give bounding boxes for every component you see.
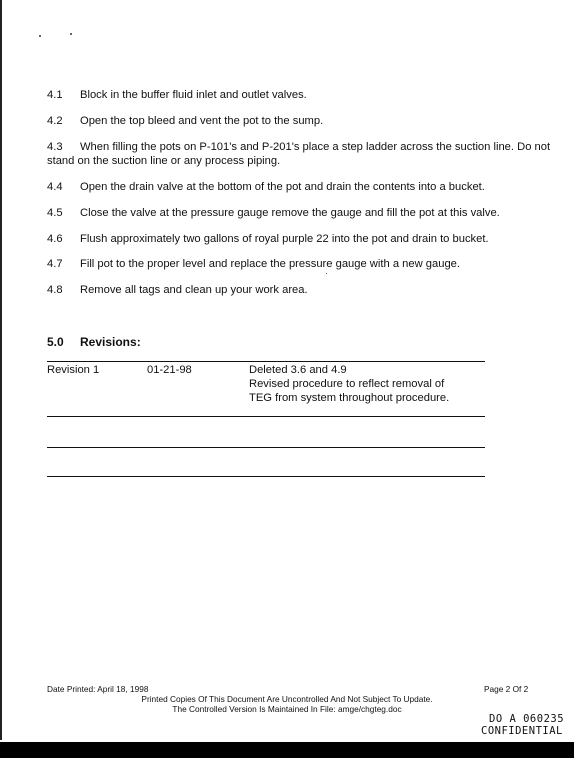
step-text: Close the valve at the pressure gauge remove the gauge and fill the pot at this valve. — [80, 207, 500, 219]
footer-notice: The Controlled Version Is Maintained In File: amge/chgteg.doc — [172, 704, 402, 714]
page-number: Page 2 Of 2 — [484, 684, 529, 694]
step-text: Remove all tags and clean up your work area. — [80, 284, 308, 296]
scan-speck — [70, 33, 72, 35]
step-4-7 — [47, 257, 553, 271]
revisions-heading — [47, 335, 141, 349]
step-number: 4.4 — [47, 181, 63, 193]
revision-date: 01-21-98 — [147, 364, 192, 376]
step-text: Block in the buffer fluid inlet and outlet valves. — [80, 89, 307, 101]
step-4-8 — [47, 283, 553, 297]
step-text: When filling the pots on P-101's and P-201's place a step ladder across the suction line. Do not stand on the suction line or any process piping. — [47, 141, 551, 167]
scan-speck — [326, 273, 327, 274]
step-number: 4.7 — [47, 258, 63, 270]
revision-description — [249, 363, 449, 405]
step-text: Flush approximately two gallons of royal purple 22 into the pot and drain to bucket. — [80, 233, 489, 245]
table-rule — [47, 476, 485, 477]
scan-bottom-edge — [0, 742, 574, 758]
step-number: 4.6 — [47, 233, 63, 245]
step-4-6 — [47, 232, 553, 246]
table-rule — [47, 361, 485, 362]
step-4-1 — [47, 88, 553, 102]
scan-speck — [39, 35, 41, 37]
step-4-4 — [47, 180, 553, 194]
step-number: 4.3 — [47, 141, 63, 153]
table-rule — [47, 416, 485, 417]
table-rule — [47, 447, 485, 448]
step-text: Open the drain valve at the bottom of the pot and drain the contents into a bucket. — [80, 181, 485, 193]
date-printed: Date Printed: April 18, 1998 — [47, 684, 149, 694]
scan-left-edge — [0, 0, 2, 740]
step-number: 4.2 — [47, 115, 63, 127]
step-4-2 — [47, 114, 553, 128]
revision-line: Revised procedure to reflect removal of — [249, 378, 445, 390]
step-number: 4.1 — [47, 89, 63, 101]
stamp-classification: CONFIDENTIAL — [481, 725, 563, 737]
step-4-3 — [47, 140, 553, 168]
revision-label: Revision 1 — [47, 364, 100, 376]
step-4-5 — [47, 206, 553, 220]
step-number: 4.5 — [47, 207, 63, 219]
section-title: Revisions: — [80, 335, 141, 349]
revision-line: Deleted 3.6 and 4.9 — [249, 364, 347, 376]
step-number: 4.8 — [47, 284, 63, 296]
footer-notice: Printed Copies Of This Document Are Uncontrolled And Not Subject To Update. — [141, 694, 433, 704]
section-number: 5.0 — [47, 335, 64, 349]
stamp-doc-id: DO A 060235 — [489, 713, 565, 725]
step-text: Fill pot to the proper level and replace the pressure gauge with a new gauge. — [80, 258, 460, 270]
revision-line: TEG from system throughout procedure. — [249, 392, 450, 404]
step-text: Open the top bleed and vent the pot to the sump. — [80, 115, 324, 127]
